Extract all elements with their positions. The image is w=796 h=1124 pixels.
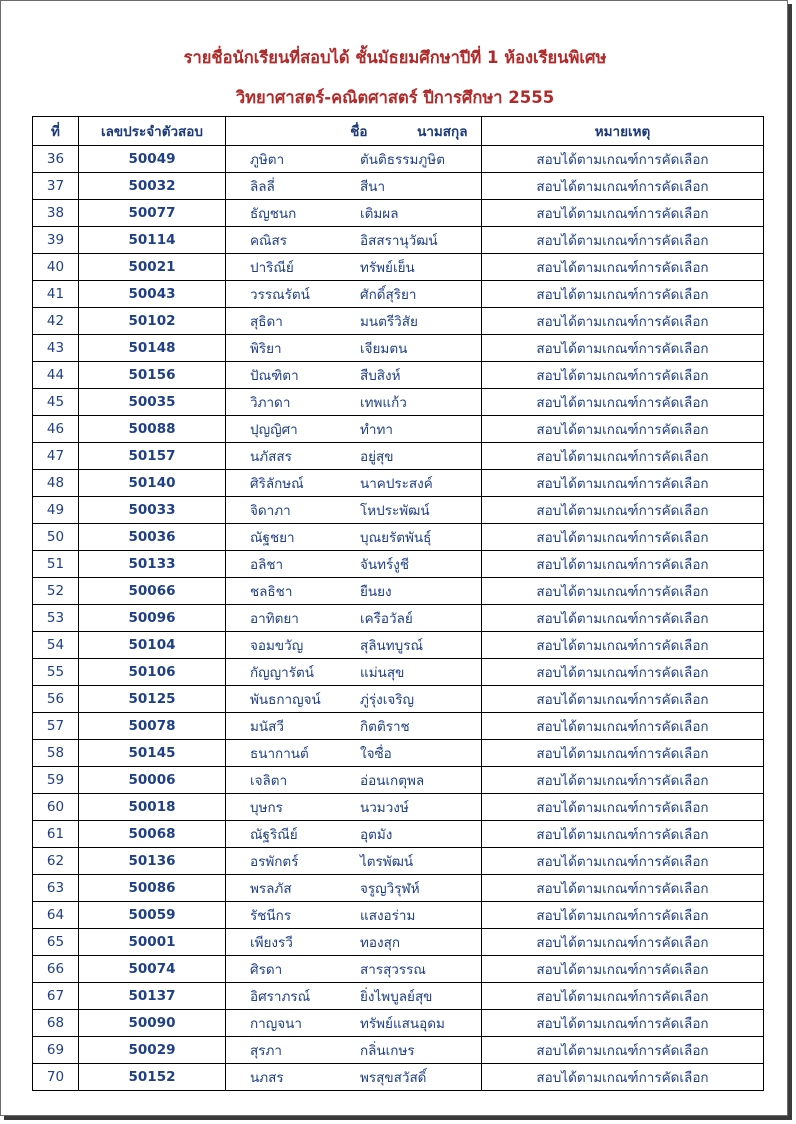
remark: สอบได้ตามเกณฑ์การคัดเลือก	[482, 1064, 764, 1091]
first-name: ปุญญิศา	[250, 422, 298, 438]
table-row	[33, 632, 764, 659]
table-row	[33, 389, 764, 416]
first-name: ลิลลี่	[250, 179, 275, 195]
table-row	[33, 686, 764, 713]
row-number: 64	[33, 902, 79, 929]
student-name-cell	[226, 227, 482, 254]
remark: สอบได้ตามเกณฑ์การคัดเลือก	[482, 794, 764, 821]
student-name-cell	[226, 470, 482, 497]
last-name: อยู่สุข	[360, 449, 394, 465]
row-number: 47	[33, 443, 79, 470]
student-name-cell	[226, 551, 482, 578]
last-name: มนตรีวิสัย	[360, 314, 418, 330]
last-name: แม่นสุข	[360, 665, 405, 681]
row-number: 45	[33, 389, 79, 416]
student-name-cell	[226, 956, 482, 983]
student-name-cell	[226, 740, 482, 767]
last-name: ภู่รุ่งเจริญ	[360, 692, 415, 708]
first-name: กัญญารัตน์	[250, 665, 315, 681]
first-name: นภัสสร	[250, 449, 292, 465]
row-number: 59	[33, 767, 79, 794]
last-name: เจียมตน	[360, 341, 408, 357]
remark: สอบได้ตามเกณฑ์การคัดเลือก	[482, 146, 764, 173]
remark: สอบได้ตามเกณฑ์การคัดเลือก	[482, 416, 764, 443]
table-body	[33, 146, 764, 1091]
table-header-row	[33, 117, 764, 146]
row-number: 40	[33, 254, 79, 281]
student-name-cell	[226, 389, 482, 416]
row-number: 54	[33, 632, 79, 659]
remark: สอบได้ตามเกณฑ์การคัดเลือก	[482, 227, 764, 254]
exam-id: 50156	[79, 362, 226, 389]
remark: สอบได้ตามเกณฑ์การคัดเลือก	[482, 308, 764, 335]
row-number: 43	[33, 335, 79, 362]
table-row	[33, 146, 764, 173]
exam-id: 50029	[79, 1037, 226, 1064]
table-row	[33, 200, 764, 227]
student-name-cell	[226, 146, 482, 173]
student-name-cell	[226, 1037, 482, 1064]
exam-id: 50078	[79, 713, 226, 740]
student-name-cell	[226, 983, 482, 1010]
remark: สอบได้ตามเกณฑ์การคัดเลือก	[482, 821, 764, 848]
table-row	[33, 1064, 764, 1091]
row-number: 52	[33, 578, 79, 605]
first-name: ภูษิตา	[250, 152, 285, 168]
table-row	[33, 308, 764, 335]
student-name-cell	[226, 605, 482, 632]
exam-id: 50021	[79, 254, 226, 281]
last-name: ใจซื่อ	[360, 746, 392, 762]
row-number: 61	[33, 821, 79, 848]
row-number: 41	[33, 281, 79, 308]
remark: สอบได้ตามเกณฑ์การคัดเลือก	[482, 551, 764, 578]
student-name-cell	[226, 335, 482, 362]
header-exam-id: เลขประจำตัวสอบ	[79, 117, 226, 146]
exam-id: 50018	[79, 794, 226, 821]
header-remark: หมายเหตุ	[482, 117, 764, 146]
last-name: ทรัพย์เย็น	[360, 260, 415, 276]
exam-id: 50152	[79, 1064, 226, 1091]
exam-id: 50157	[79, 443, 226, 470]
last-name: สีนา	[360, 179, 386, 195]
last-name: ทรัพย์แสนอุดม	[360, 1016, 445, 1032]
student-name-cell	[226, 281, 482, 308]
remark: สอบได้ตามเกณฑ์การคัดเลือก	[482, 767, 764, 794]
last-name: ยิ่งไพบูลย์สุข	[360, 989, 433, 1005]
table-row	[33, 929, 764, 956]
student-name-cell	[226, 173, 482, 200]
last-name: สุลินทบูรณ์	[360, 638, 423, 654]
remark: สอบได้ตามเกณฑ์การคัดเลือก	[482, 956, 764, 983]
remark: สอบได้ตามเกณฑ์การคัดเลือก	[482, 254, 764, 281]
table-row	[33, 524, 764, 551]
row-number: 38	[33, 200, 79, 227]
remark: สอบได้ตามเกณฑ์การคัดเลือก	[482, 686, 764, 713]
exam-id: 50001	[79, 929, 226, 956]
student-name-cell	[226, 767, 482, 794]
last-name: อิสสรานุวัฒน์	[360, 233, 438, 249]
document-subtitle: วิทยาศาสตร์-คณิตศาสตร์ ปีการศึกษา 2555	[235, 88, 555, 107]
first-name: เพียงรวี	[250, 935, 293, 951]
header-last-name: นามสกุล	[417, 124, 468, 140]
table-row	[33, 956, 764, 983]
remark: สอบได้ตามเกณฑ์การคัดเลือก	[482, 524, 764, 551]
table-row	[33, 659, 764, 686]
student-name-cell	[226, 659, 482, 686]
first-name: อิศราภรณ์	[250, 989, 311, 1005]
first-name: มนัสวี	[250, 719, 284, 735]
last-name: เครือวัลย์	[360, 611, 413, 627]
exam-id: 50059	[79, 902, 226, 929]
exam-id: 50006	[79, 767, 226, 794]
exam-id: 50086	[79, 875, 226, 902]
first-name: ชลธิชา	[250, 584, 293, 600]
first-name: ธนากานต์	[250, 746, 309, 762]
last-name: ศักดิ์สุริยา	[360, 287, 417, 303]
row-number: 68	[33, 1010, 79, 1037]
row-number: 53	[33, 605, 79, 632]
table-row	[33, 578, 764, 605]
table-row	[33, 875, 764, 902]
last-name: พรสุขสวัสดิ์	[360, 1070, 427, 1086]
last-name: เติมผล	[360, 206, 399, 222]
header-name-cell	[226, 117, 482, 146]
last-name: นวมวงษ์	[360, 800, 409, 816]
remark: สอบได้ตามเกณฑ์การคัดเลือก	[482, 362, 764, 389]
first-name: บุษกร	[250, 800, 283, 816]
table-header	[33, 117, 764, 146]
last-name: นาคประสงค์	[360, 476, 433, 492]
exam-id: 50136	[79, 848, 226, 875]
first-name: เจลิตา	[250, 773, 288, 789]
table-row	[33, 848, 764, 875]
student-name-cell	[226, 578, 482, 605]
document-title: รายชื่อนักเรียนที่สอบได้ ชั้นมัธยมศึกษาปีที่ 1 ห้องเรียนพิเศษ	[183, 48, 607, 67]
first-name: พันธกาญจน์	[250, 692, 321, 708]
remark: สอบได้ตามเกณฑ์การคัดเลือก	[482, 983, 764, 1010]
first-name: พิริยา	[250, 341, 282, 357]
student-name-cell	[226, 713, 482, 740]
last-name: สารสุวรรณ	[360, 962, 426, 978]
exam-id: 50066	[79, 578, 226, 605]
table-row	[33, 443, 764, 470]
student-name-cell	[226, 848, 482, 875]
student-name-cell	[226, 686, 482, 713]
remark: สอบได้ตามเกณฑ์การคัดเลือก	[482, 659, 764, 686]
remark: สอบได้ตามเกณฑ์การคัดเลือก	[482, 497, 764, 524]
first-name: ปาริณีย์	[250, 260, 294, 276]
first-name: นภสร	[250, 1070, 284, 1086]
first-name: จิดาภา	[250, 503, 291, 519]
row-number: 60	[33, 794, 79, 821]
last-name: กลิ่นเกษร	[360, 1043, 415, 1059]
last-name: อ่อนเกตุพล	[360, 773, 425, 789]
first-name: ศิรดา	[250, 962, 283, 978]
table-row	[33, 551, 764, 578]
row-number: 36	[33, 146, 79, 173]
table-row	[33, 416, 764, 443]
student-name-cell	[226, 497, 482, 524]
exam-id: 50114	[79, 227, 226, 254]
remark: สอบได้ตามเกณฑ์การคัดเลือก	[482, 281, 764, 308]
last-name: ทำทา	[360, 422, 393, 438]
remark: สอบได้ตามเกณฑ์การคัดเลือก	[482, 713, 764, 740]
table-row	[33, 794, 764, 821]
student-name-cell	[226, 794, 482, 821]
exam-id: 50125	[79, 686, 226, 713]
exam-id: 50145	[79, 740, 226, 767]
row-number: 57	[33, 713, 79, 740]
exam-id: 50140	[79, 470, 226, 497]
last-name: โหประพัฒน์	[360, 503, 430, 519]
table-row	[33, 983, 764, 1010]
first-name: ศิริลักษณ์	[250, 476, 304, 492]
exam-id: 50068	[79, 821, 226, 848]
first-name: สุธิดา	[250, 314, 283, 330]
exam-id: 50096	[79, 605, 226, 632]
last-name: สืบสิงห์	[360, 368, 401, 384]
first-name: ณัฐชยา	[250, 530, 295, 546]
first-name: จอมขวัญ	[250, 638, 304, 654]
row-number: 67	[33, 983, 79, 1010]
remark: สอบได้ตามเกณฑ์การคัดเลือก	[482, 389, 764, 416]
row-number: 44	[33, 362, 79, 389]
last-name: จันทร์งูชี	[360, 557, 410, 573]
first-name: วิภาดา	[250, 395, 291, 411]
last-name: ยืนยง	[360, 584, 392, 600]
remark: สอบได้ตามเกณฑ์การคัดเลือก	[482, 578, 764, 605]
exam-id: 50033	[79, 497, 226, 524]
table-row	[33, 740, 764, 767]
row-number: 46	[33, 416, 79, 443]
remark: สอบได้ตามเกณฑ์การคัดเลือก	[482, 173, 764, 200]
exam-id: 50104	[79, 632, 226, 659]
row-number: 56	[33, 686, 79, 713]
row-number: 65	[33, 929, 79, 956]
last-name: แสงอร่าม	[360, 908, 416, 924]
remark: สอบได้ตามเกณฑ์การคัดเลือก	[482, 875, 764, 902]
remark: สอบได้ตามเกณฑ์การคัดเลือก	[482, 740, 764, 767]
row-number: 55	[33, 659, 79, 686]
table-row	[33, 227, 764, 254]
exam-id: 50036	[79, 524, 226, 551]
student-name-cell	[226, 1010, 482, 1037]
remark: สอบได้ตามเกณฑ์การคัดเลือก	[482, 605, 764, 632]
table-row	[33, 470, 764, 497]
remark: สอบได้ตามเกณฑ์การคัดเลือก	[482, 632, 764, 659]
last-name: กิตติราช	[360, 719, 410, 735]
first-name: อลิชา	[250, 557, 284, 573]
first-name: ณัฐริณีย์	[250, 827, 298, 843]
remark: สอบได้ตามเกณฑ์การคัดเลือก	[482, 929, 764, 956]
table-row	[33, 335, 764, 362]
first-name: อาทิตยา	[250, 611, 299, 627]
table-row	[33, 362, 764, 389]
remark: สอบได้ตามเกณฑ์การคัดเลือก	[482, 1010, 764, 1037]
row-number: 42	[33, 308, 79, 335]
row-number: 48	[33, 470, 79, 497]
remark: สอบได้ตามเกณฑ์การคัดเลือก	[482, 902, 764, 929]
exam-id: 50102	[79, 308, 226, 335]
remark: สอบได้ตามเกณฑ์การคัดเลือก	[482, 848, 764, 875]
exam-id: 50049	[79, 146, 226, 173]
exam-id: 50074	[79, 956, 226, 983]
table-row	[33, 497, 764, 524]
table-row	[33, 281, 764, 308]
last-name: จรูญวิรุฬห์	[360, 881, 420, 897]
table-row	[33, 713, 764, 740]
row-number: 62	[33, 848, 79, 875]
row-number: 70	[33, 1064, 79, 1091]
remark: สอบได้ตามเกณฑ์การคัดเลือก	[482, 1037, 764, 1064]
exam-id: 50077	[79, 200, 226, 227]
remark: สอบได้ตามเกณฑ์การคัดเลือก	[482, 200, 764, 227]
remark: สอบได้ตามเกณฑ์การคัดเลือก	[482, 443, 764, 470]
row-number: 63	[33, 875, 79, 902]
last-name: ไตรพัฒน์	[360, 854, 414, 870]
row-number: 50	[33, 524, 79, 551]
first-name: อรพักตร์	[250, 854, 299, 870]
student-name-cell	[226, 902, 482, 929]
first-name: กาญจนา	[250, 1016, 302, 1032]
student-name-cell	[226, 524, 482, 551]
first-name: พรลภัส	[250, 881, 292, 897]
first-name: รัชนีกร	[250, 908, 292, 924]
row-number: 66	[33, 956, 79, 983]
table-row	[33, 902, 764, 929]
table-row	[33, 254, 764, 281]
table-row	[33, 605, 764, 632]
exam-id: 50137	[79, 983, 226, 1010]
first-name: คณิสร	[250, 233, 288, 249]
table-row	[33, 1037, 764, 1064]
last-name: เทพแก้ว	[360, 395, 407, 411]
last-name: ทองสุก	[360, 935, 401, 951]
exam-id: 50088	[79, 416, 226, 443]
last-name: ตันติธรรมภูษิต	[360, 152, 445, 168]
student-name-cell	[226, 254, 482, 281]
row-number: 69	[33, 1037, 79, 1064]
last-name: บุณยรัตพันธุ์	[360, 530, 432, 546]
student-name-cell	[226, 308, 482, 335]
table-row	[33, 1010, 764, 1037]
table-row	[33, 821, 764, 848]
student-name-cell	[226, 362, 482, 389]
remark: สอบได้ตามเกณฑ์การคัดเลือก	[482, 470, 764, 497]
exam-id: 50043	[79, 281, 226, 308]
student-name-cell	[226, 443, 482, 470]
exam-id: 50035	[79, 389, 226, 416]
student-name-cell	[226, 416, 482, 443]
exam-id: 50106	[79, 659, 226, 686]
row-number: 49	[33, 497, 79, 524]
student-name-cell	[226, 632, 482, 659]
exam-id: 50090	[79, 1010, 226, 1037]
exam-id: 50032	[79, 173, 226, 200]
student-name-cell	[226, 821, 482, 848]
last-name: อุตมัง	[360, 827, 393, 843]
header-first-name: ชื่อ	[350, 124, 368, 140]
first-name: สุรภา	[250, 1043, 282, 1059]
first-name: ปัณฑิตา	[250, 368, 299, 384]
remark: สอบได้ตามเกณฑ์การคัดเลือก	[482, 335, 764, 362]
first-name: ธัญชนก	[250, 206, 297, 222]
row-number: 39	[33, 227, 79, 254]
student-name-cell	[226, 875, 482, 902]
table-row	[33, 173, 764, 200]
student-name-cell	[226, 200, 482, 227]
row-number: 51	[33, 551, 79, 578]
first-name: วรรณรัตน์	[250, 287, 310, 303]
row-number: 37	[33, 173, 79, 200]
student-roster-table	[32, 116, 764, 1091]
student-name-cell	[226, 929, 482, 956]
exam-id: 50148	[79, 335, 226, 362]
header-no: ที่	[33, 117, 79, 146]
table-row	[33, 767, 764, 794]
exam-id: 50133	[79, 551, 226, 578]
student-name-cell	[226, 1064, 482, 1091]
row-number: 58	[33, 740, 79, 767]
